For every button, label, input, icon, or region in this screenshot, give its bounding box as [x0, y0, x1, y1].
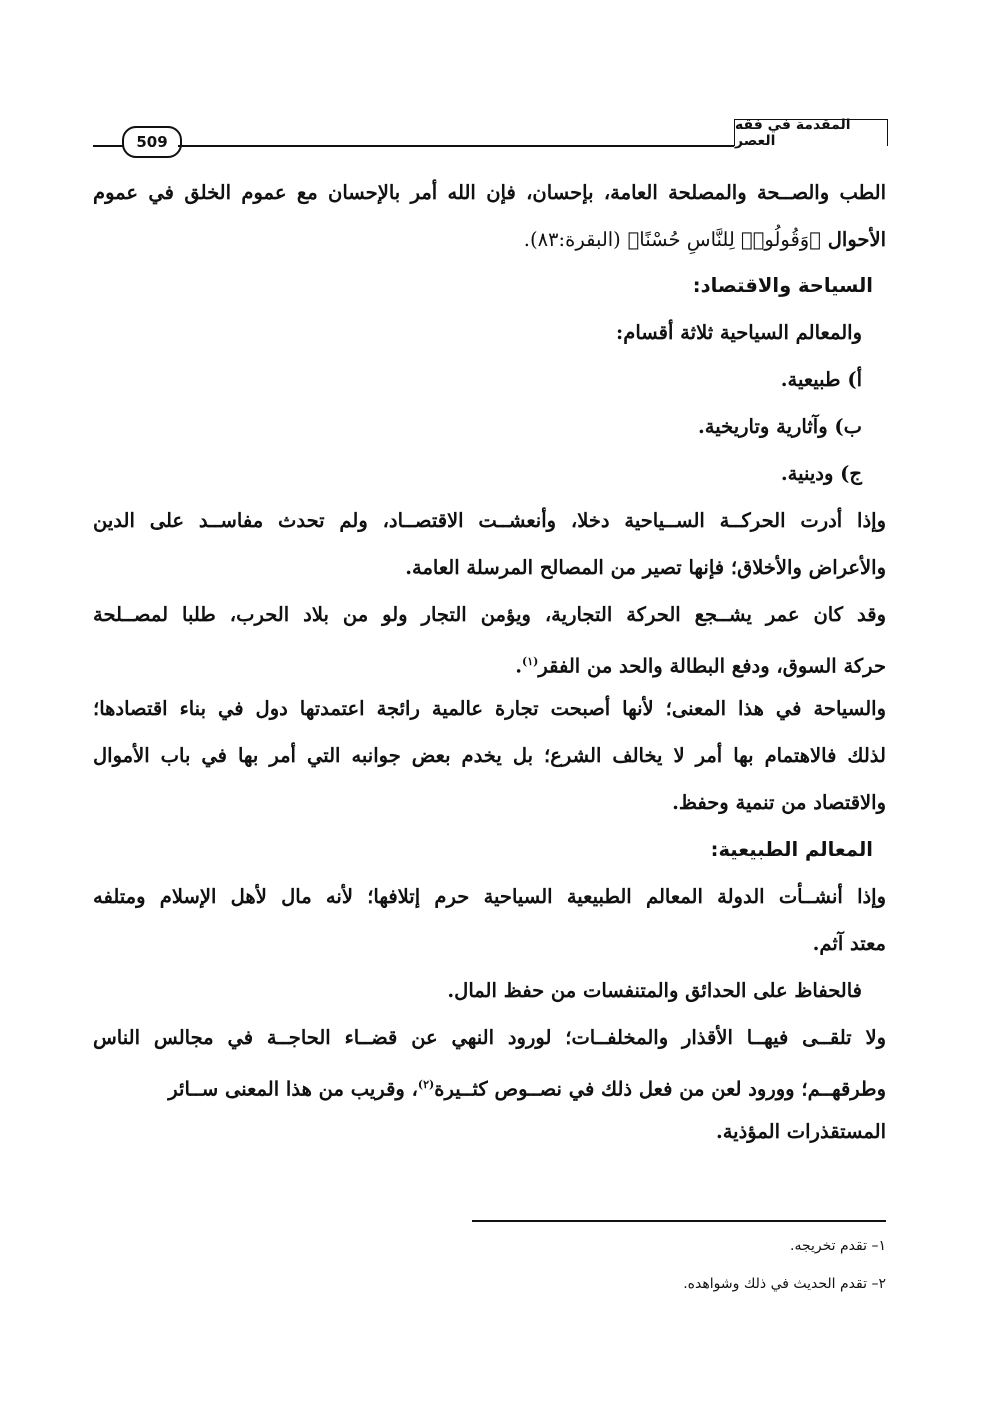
footnote-2: ٢– تقدم الحديث في ذلك وشواهده.	[683, 1276, 886, 1292]
page-number-badge	[122, 126, 182, 158]
paragraph-line: وقد كان عمر يشــجع الحركة التجارية، ويؤمن التجار ولو من بلاد الحرب، طلبا لمصــلحة	[93, 603, 886, 626]
paragraph-line: معتد آثم.	[812, 932, 886, 955]
paragraph-line-with-footnote: وطرقهــم؛ وورود لعن من فعل ذلك في نصــوص كثــيرة$^{(٢)}$، وقريب من هذا المعنى ســائر	[168, 1077, 886, 1101]
quran-verse: ﴿وَقُولُوا۟ لِلنَّاسِ حُسْنًا﴾	[627, 228, 821, 251]
list-item: ج) ودينية.	[780, 462, 862, 485]
sentence-period: .	[515, 654, 522, 678]
running-title: المقدمة في فقه العصر	[735, 117, 851, 149]
paragraph-line: والاقتصاد من تنمية وحفظ.	[672, 791, 886, 814]
paragraph-line-with-footnote: حركة السوق، ودفع البطالة والحد من الفقر$^{(١)}$.	[515, 654, 886, 678]
paragraph-line: والسياحة في هذا المعنى؛ لأنها أصبحت تجارة عالمية رائجة اعتمدتها دول في بناء اقتصادها؛	[93, 697, 886, 720]
list-item: ب) وآثارية وتاريخية.	[697, 415, 862, 438]
header-rule	[178, 145, 734, 147]
header-rule-left	[93, 145, 123, 147]
paragraph-line: وإذا أدرت الحركــة الســياحية دخلا، وأنعشــت الاقتصــاد، ولم تحدث مفاســد على الدين	[93, 509, 886, 532]
paragraph-line: المستقذرات المؤذية.	[715, 1120, 886, 1143]
footnote-ref: (١)	[521, 655, 539, 668]
paragraph-line: فالحفاظ على الحدائق والمتنفسات من حفظ المال.	[447, 979, 862, 1002]
paragraph-line: لذلك فالاهتمام بها أمر لا يخالف الشرع؛ بل يخدم بعض جوانبه التي أمر بها في باب الأموال	[93, 744, 886, 767]
paragraph-line: والأعراض والأخلاق؛ فإنها تصير من المصالح المرسلة العامة.	[405, 556, 886, 579]
footnote-1: ١– تقدم تخريجه.	[790, 1238, 886, 1254]
paragraph-line: وإذا أنشــأت الدولة المعالم الطبيعية السياحية حرم إتلافها؛ لأنه مال لأهل الإسلام ومتلفه	[93, 885, 886, 908]
page-number: 509	[136, 133, 168, 151]
paragraph-line-verse: الأحوال ﴿وَقُولُوا۟ لِلنَّاسِ حُسْنًا﴾ (البقرة:٨٣).	[523, 228, 886, 251]
running-title-box	[734, 117, 888, 149]
section-heading: السياحة والاقتصاد:	[692, 274, 873, 297]
verse-reference: (البقرة:٨٣).	[523, 228, 621, 251]
footnote-separator	[472, 1220, 886, 1222]
list-item: أ) طبيعية.	[780, 368, 862, 391]
footnote-ref: (٢)	[417, 1078, 435, 1091]
paragraph-line: والمعالم السياحية ثلاثة أقسام:	[616, 321, 862, 344]
paragraph-line: ولا تلقــى فيهــا الأقذار والمخلفــات؛ لورود النهي عن قضــاء الحاجــة في مجالس الناس	[93, 1026, 886, 1049]
paragraph-line: الطب والصــحة والمصلحة العامة، بإحسان، فإن الله أمر بالإحسان مع عموم الخلق في عموم	[93, 181, 886, 204]
section-heading: المعالم الطبيعية:	[710, 838, 873, 861]
